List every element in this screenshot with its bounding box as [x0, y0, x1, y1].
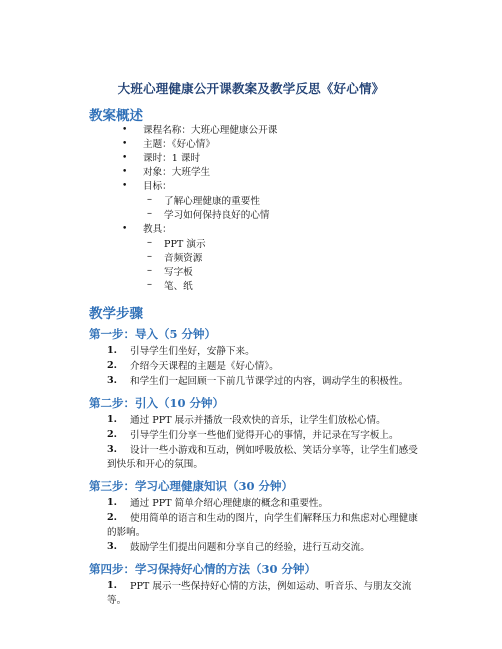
bullet-icon: •	[122, 181, 128, 191]
tools-label: 教具：	[143, 224, 172, 235]
steps-heading: 教学步骤	[89, 306, 143, 322]
overview-item: 目标：	[143, 181, 172, 192]
dash-icon: –	[147, 237, 152, 248]
item-number: 2.	[107, 360, 118, 371]
tool-item: 写字板	[164, 267, 193, 278]
step-title: 第一步：导入（5 分钟）	[89, 327, 217, 341]
overview-heading: 教案概述	[89, 108, 143, 124]
step-title: 第二步：引入（10 分钟）	[89, 396, 225, 410]
bullet-icon: •	[122, 224, 128, 234]
step-item: 通过 PPT 展示并播放一段欢快的音乐，让学生们放松心情。	[130, 415, 386, 426]
step-item: 设计一些小游戏和互动，例如呼吸放松、笑话分享等，让学生们感受	[130, 445, 418, 456]
bullet-icon: •	[122, 167, 128, 177]
step-title: 第四步：学习保持好心情的方法（30 分钟）	[89, 562, 317, 576]
goal-item: 了解心理健康的重要性	[164, 196, 260, 207]
dash-icon: –	[147, 208, 152, 219]
tool-item: PPT 演示	[164, 239, 206, 250]
bullet-icon: •	[122, 139, 128, 149]
step-item: 引导学生们分享一些他们觉得开心的事情，并记录在写字板上。	[130, 430, 399, 441]
step-item-continuation: 到快乐和开心的氛围。	[107, 459, 203, 470]
step-item: 介绍今天课程的主题是《好心情》。	[130, 361, 279, 372]
item-number: 3.	[107, 375, 118, 386]
item-number: 1.	[107, 345, 118, 356]
step-title: 第三步：学习心理健康知识（30 分钟）	[89, 479, 294, 493]
overview-item: 课时：1 课时	[143, 153, 201, 164]
item-number: 2.	[107, 512, 118, 523]
overview-item: 主题：《好心情》	[143, 139, 215, 150]
item-number: 1.	[107, 497, 118, 508]
item-number: 3.	[107, 444, 118, 455]
dash-icon: –	[147, 265, 152, 276]
step-item: 使用简单的语言和生动的图片，向学生们解释压力和焦虑对心理健康	[130, 513, 418, 524]
item-number: 2.	[107, 429, 118, 440]
step-item: 和学生们一起回顾一下前几节课学过的内容，调动学生的积极性。	[130, 376, 409, 387]
step-item: 鼓励学生们提出问题和分享自己的经验，进行互动交流。	[130, 542, 370, 553]
dash-icon: –	[147, 194, 152, 205]
item-number: 1.	[107, 580, 118, 591]
step-item-continuation: 的影响。	[107, 527, 146, 538]
document-title: 大班心理健康公开课教案及教学反思《好心情》	[117, 81, 385, 96]
tool-item: 音频资源	[164, 253, 203, 264]
tool-item: 笔、纸	[164, 281, 193, 292]
bullet-icon: •	[122, 125, 128, 135]
step-item: 通过 PPT 简单介绍心理健康的概念和重要性。	[130, 498, 329, 509]
overview-item: 课程名称：大班心理健康公开课	[143, 125, 278, 136]
bullet-icon: •	[122, 153, 128, 163]
overview-item: 对象：大班学生	[143, 167, 211, 178]
dash-icon: –	[147, 251, 152, 262]
goal-item: 学习如何保持良好的心情	[164, 210, 270, 221]
dash-icon: –	[147, 279, 152, 290]
step-item-continuation: 等。	[107, 595, 127, 606]
item-number: 1.	[107, 414, 118, 425]
item-number: 3.	[107, 541, 118, 552]
step-item: 引导学生们坐好，安静下来。	[130, 346, 255, 357]
step-item: PPT 展示一些保持好心情的方法，例如运动、听音乐、与朋友交流	[130, 581, 412, 592]
